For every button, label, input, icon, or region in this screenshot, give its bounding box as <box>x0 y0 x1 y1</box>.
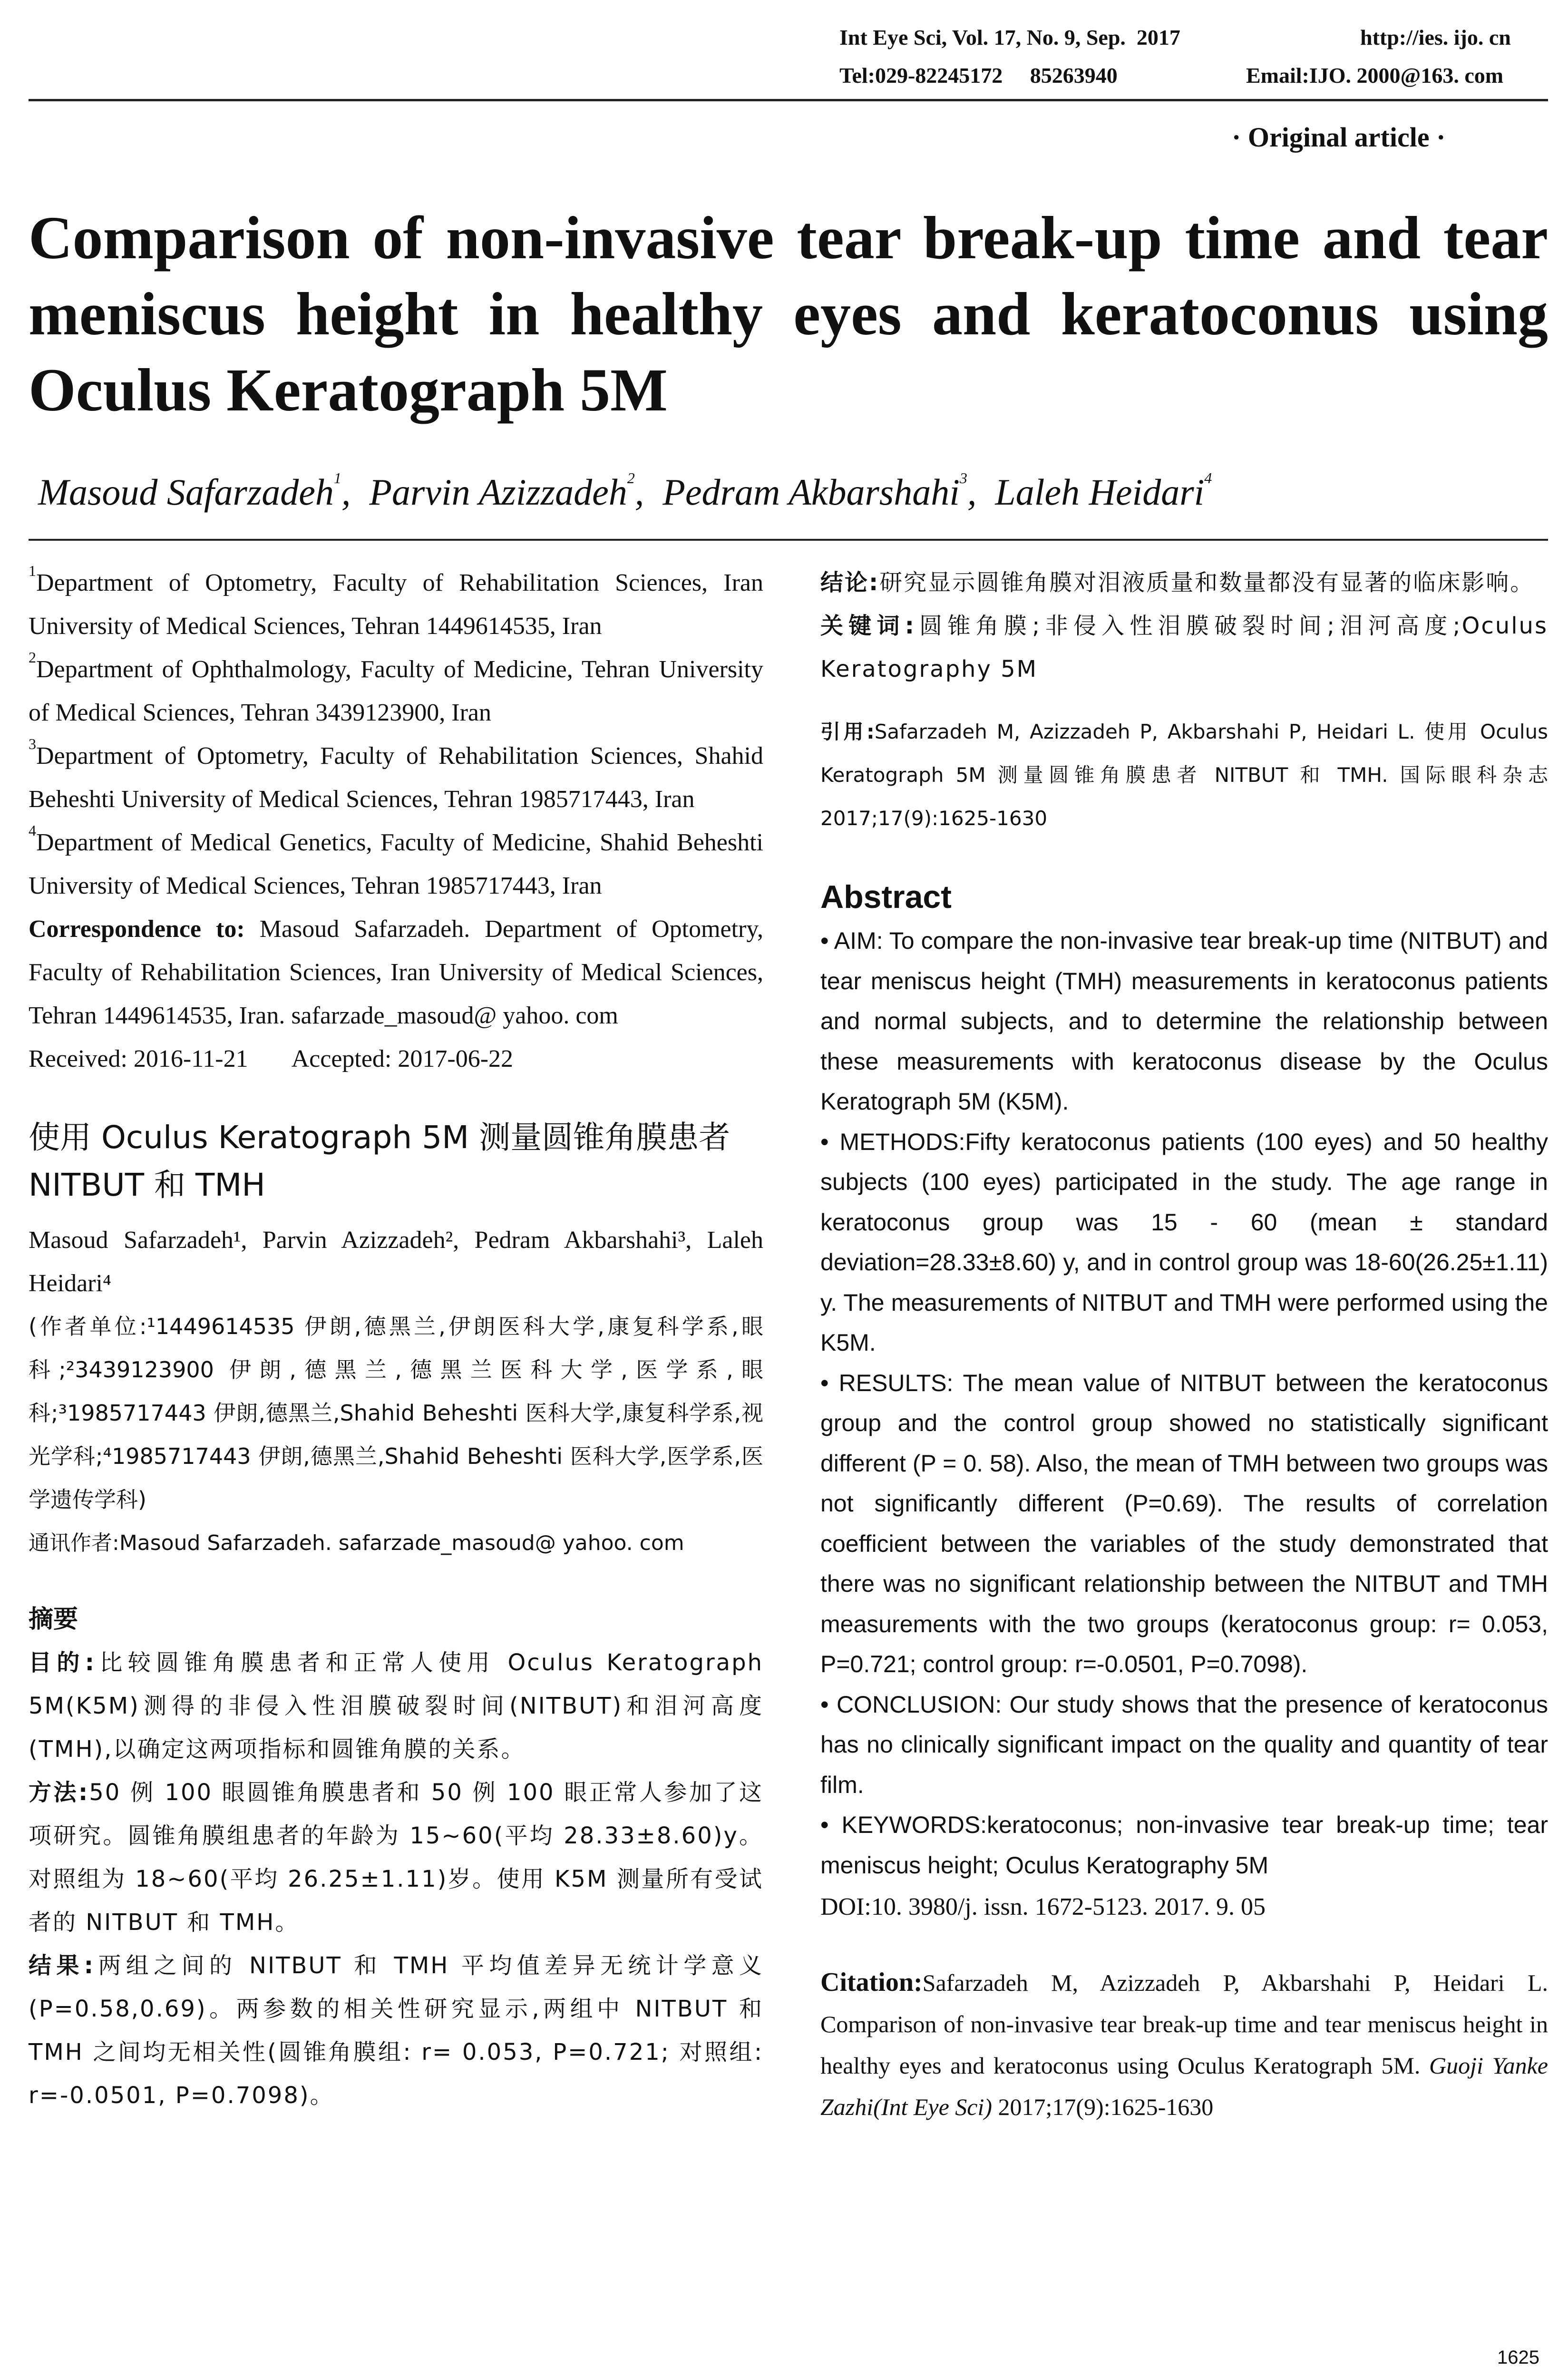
correspondence: Correspondence to: Masoud Safarzadeh. Department of Optometry, Faculty of Rehabilitation Sciences, Iran University of Medical Sciences, Tehran 1449614535, Iran. safarzade_masoud@ yahoo. com <box>29 916 763 1029</box>
author-list: Masoud Safarzadeh$^1$, Parvin Azizzadeh$^2$, Pedram Akbarshahi$^3$, Laleh Heidari$^4$ <box>38 469 1212 513</box>
abstract-keywords: • KEYWORDS:keratoconus; non-invasive tear break-up time; tear meniscus height; Oculus Keratography 5M <box>820 1812 1549 1879</box>
journal-header-left: Int Eye Sci, Vol. 17, No. 9, Sep. 2017 <box>839 25 1180 49</box>
journal-email[interactable]: Email:IJO. 2000@163. com <box>1246 63 1504 88</box>
right-column <box>820 561 1548 2128</box>
zh-conclusion: 结论:研究显示圆锥角膜对泪液质量和数量都没有显著的临床影响。 <box>820 569 1535 596</box>
abstract-heading: Abstract <box>820 879 952 915</box>
abstract-aim: • AIM: To compare the non-invasive tear break-up time (NITBUT) and tear meniscus height (TMH) measurements in keratoconus patients and normal subjects, and to determine the relationship between these measurements with keratoconus disease by the Oculus Keratograph 5M (K5M). <box>820 927 1548 1115</box>
page-number: 1625 <box>1497 2347 1539 2368</box>
journal-url[interactable]: http://ies. ijo. cn <box>1360 25 1511 49</box>
affiliation: $^3$Department of Optometry, Faculty of Rehabilitation Sciences, Shahid Beheshti University of Medical Sciences, Tehran 1985717443, Iran <box>29 735 763 813</box>
authors-rule <box>29 539 1548 541</box>
abstract-methods: • METHODS:Fifty keratoconus patients (100 eyes) and 50 healthy subjects (100 eyes) participated in the study. The age range in keratoconus group was 15 - 60 (mean ± standard deviation=28.33±8.60) y, and in control group was 18-60(26.25±1.11) y. The measurements of NITBUT and TMH were performed using the K5M. <box>820 1128 1548 1356</box>
left-column <box>29 561 763 2117</box>
zh-results: 结果:两组之间的 NITBUT 和 TMH 平均值差异无统计学意义(P=0.58,0.69)。两参数的相关性研究显示,两组中 NITBUT 和 TMH 之间均无相关性(圆锥角膜组: r= 0.053, P=0.721; 对照组: r=-0.0501, P=0.7098)。 <box>29 1952 763 2109</box>
zh-correspondence: 通讯作者:Masoud Safarzadeh. safarzade_masoud@ yahoo. com <box>29 1531 684 1555</box>
abstract-results: • RESULTS: The mean value of NITBUT between the keratoconus group and the control group showed no statistically significant different (P = 0. 58). Also, the mean of TMH between two groups was not significantly different (P=0.69). The results of correlation coefficient between the variables of the study demonstrated that there was no significant relationship between the NITBUT and TMH measurements with the two groups (keratoconus group: r= 0.053, P=0.721; control group: r=-0.0501, P=0.7098). <box>820 1369 1548 1677</box>
article-title: Comparison of non-invasive tear break-up time and tear meniscus height in healthy eyes and keratoconus using Oculus Keratograph 5M <box>29 204 1548 424</box>
doi[interactable]: DOI:10. 3980/j. issn. 1672-5123. 2017. 9. 05 <box>820 1893 1266 1920</box>
zh-aim: 目的:比较圆锥角膜患者和正常人使用 Oculus Keratograph 5M(K5M)测得的非侵入性泪膜破裂时间(NITBUT)和泪河高度(TMH),以确定这两项指标和圆锥角膜的关系。 <box>29 1649 763 1763</box>
citation: Citation:Safarzadeh M, Azizzadeh P, Akbarshahi P, Heidari L. Comparison of non-invasive tear break-up time and tear meniscus height in healthy eyes and keratoconus using Oculus Keratograph 5M. Guoji Yanke Zazhi(Int Eye Sci) 2017;17(9):1625-1630 <box>820 1968 1549 2120</box>
journal-tel: Tel:029-82245172 85263940 <box>839 63 1118 88</box>
article-type: · Original article · <box>1232 122 1446 153</box>
author-name: Pedram Akbarshahi <box>662 471 960 513</box>
zh-keywords: 关键词:圆锥角膜;非侵入性泪膜破裂时间;泪河高度;Oculus Keratography 5M <box>820 613 1548 682</box>
abstract-conclusion: • CONCLUSION: Our study shows that the presence of keratoconus has no clinically significant impact on the quality and quantity of tear film. <box>820 1691 1548 1798</box>
dates: Received: 2016-11-21 Accepted: 2017-06-22 <box>29 1045 514 1072</box>
zh-affiliations: (作者单位:¹1449614535 伊朗,德黑兰,伊朗医科大学,康复科学系,眼科;²3439123900 伊朗,德黑兰,德黑兰医科大学,医学系,眼科;³1985717443 伊朗,德黑兰,Shahid Beheshti 医科大学,康复科学系,视光学科;⁴1985717443 伊朗,德黑兰,Shahid Beheshti 医科大学,医学系,医学遗传学科) <box>29 1314 763 1512</box>
affiliation: $^1$Department of Optometry, Faculty of Rehabilitation Sciences, Iran University of Medical Sciences, Tehran 1449614535, Iran <box>29 562 763 640</box>
author-name: Parvin Azizzadeh <box>369 471 627 513</box>
author-name: Laleh Heidari <box>995 471 1205 513</box>
affiliation: $^4$Department of Medical Genetics, Faculty of Medicine, Shahid Beheshti University of Medical Sciences, Tehran 1985717443, Iran <box>29 822 763 899</box>
zh-authors: Masoud Safarzadeh¹, Parvin Azizzadeh², Pedram Akbarshahi³, Laleh Heidari⁴ <box>29 1227 763 1297</box>
zh-citation: 引用:Safarzadeh M, Azizzadeh P, Akbarshahi P, Heidari L. 使用 Oculus Keratograph 5M 测量圆锥角膜患者 NITBUT 和 TMH. 国际眼科杂志 2017;17(9):1625-1630 <box>820 720 1548 830</box>
header-rule <box>29 99 1548 101</box>
zh-abstract-heading: 摘要 <box>29 1605 78 1634</box>
author-name: Masoud Safarzadeh <box>38 471 334 513</box>
zh-methods: 方法:50 例 100 眼圆锥角膜患者和 50 例 100 眼正常人参加了这项研究。圆锥角膜组患者的年龄为 15~60(平均 28.33±8.60)y。对照组为 18~60(平均 26.25±1.11)岁。使用 K5M 测量所有受试者的 NITBUT 和 TMH。 <box>29 1779 763 1936</box>
affiliation: $^2$Department of Ophthalmology, Faculty of Medicine, Tehran University of Medical Sciences, Tehran 3439123900, Iran <box>29 649 763 726</box>
zh-title: 使用 Oculus Keratograph 5M 测量圆锥角膜患者 NITBUT 和 TMH <box>29 1119 730 1203</box>
